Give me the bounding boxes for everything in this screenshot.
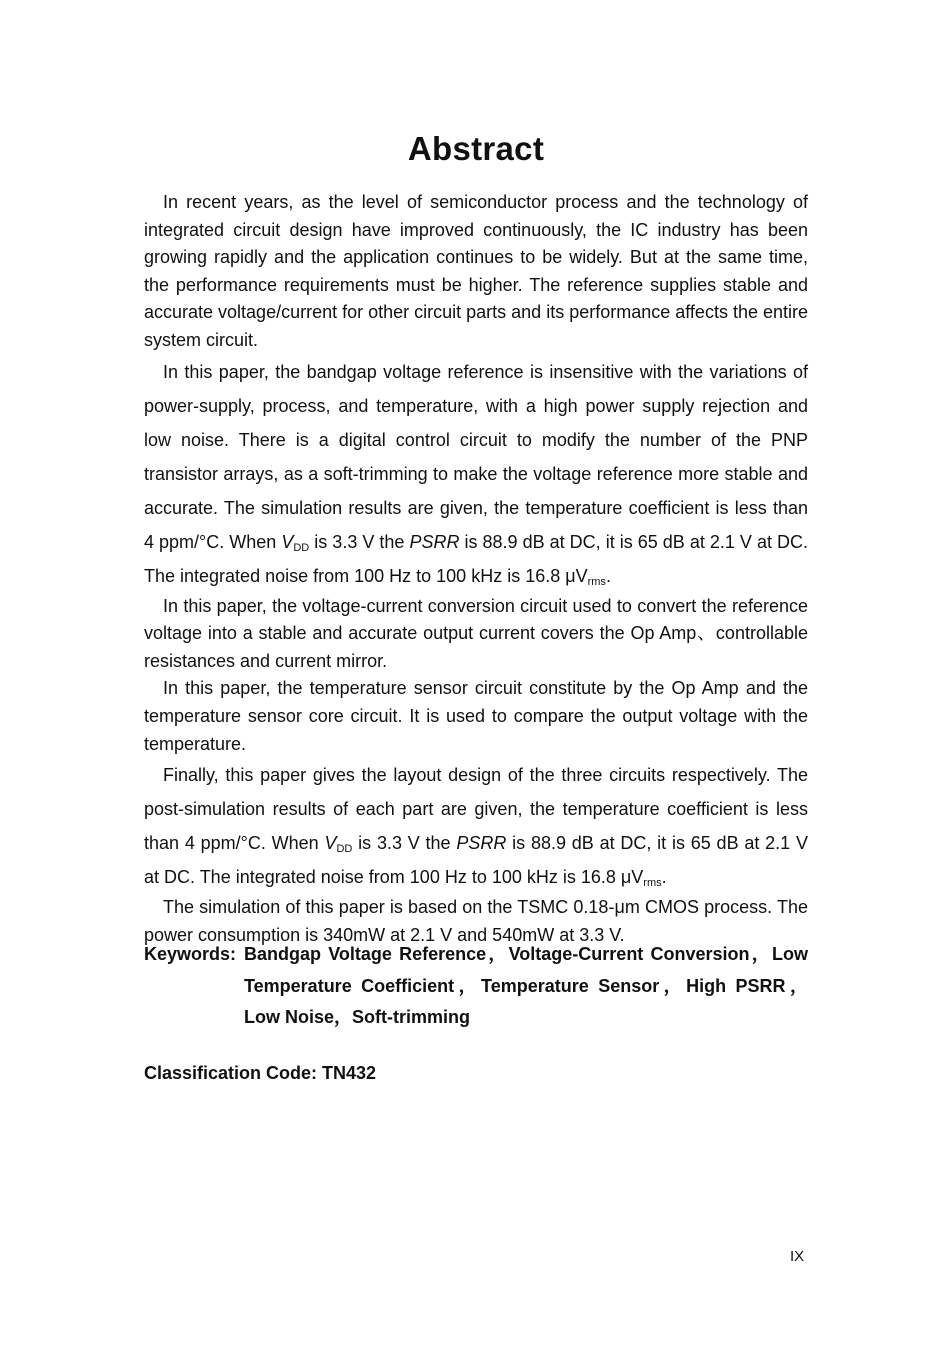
subscript-rms: rms [587,575,606,588]
paragraph-vi-conversion: In this paper, the voltage-current conversion circuit used to convert the reference voltage into a stable and accurate output current covers the Op Amp、controllable resistances and current mirror. [144,595,808,671]
symbol-psrr: PSRR [456,833,507,854]
paragraph-text: . [661,867,667,888]
paragraph-text: Finally, this paper gives the layout design of the three circuits respectively. The post-simulation results of each part are given, the temperature coefficient is less than 4 ppm/°C. When [144,765,808,854]
symbol-v: V [324,833,337,854]
paragraph-process: The simulation of this paper is based on the TSMC 0.18-μm CMOS process. The power consumption is 340mW at 2.1 V and 540mW at 3.3 V. [144,897,808,945]
abstract-body [144,189,808,949]
classification-code: Classification Code: TN432 [144,1063,377,1083]
paragraph-temp-sensor: In this paper, the temperature sensor circuit constitute by the Op Amp and the temperature sensor core circuit. It is used to compare the output voltage with the temperature. [144,678,808,754]
paragraph-text: is 88.9 dB at DC, it is 65 dB at 2.1 V at DC. The integrated noise from 100 Hz to 100 kHz is 16.8 μV [144,833,808,888]
paragraph-bandgap [144,355,808,593]
keywords-block [144,939,808,1034]
paragraph-text: In this paper, the bandgap voltage reference is insensitive with the variations of power-supply, process, and temperature, with a high power supply rejection and low noise. There is a digital control circuit to modify the number of the PNP transistor arrays, as a soft-trimming to make the voltage reference more stable and accurate. The simulation results are given, the temperature coefficient is less than 4 ppm/°C. When [144,361,808,552]
paragraph-text: . [605,565,611,586]
symbol-psrr: PSRR [409,531,460,552]
paragraph-text: is 3.3 V the [352,833,457,854]
page-title: Abstract [407,130,545,167]
page-number: IX [790,1248,805,1265]
keywords-text: Bandgap Voltage Reference，Voltage-Current Conversion，Low Temperature Coefficient，Temperature Sensor，High PSRR，Low Noise，Soft-trimming [244,944,808,1027]
paragraph-text: is 3.3 V the [309,531,410,552]
subscript-dd: DD [293,541,310,554]
subscript-rms: rms [643,877,662,890]
keywords-label: Keywords: [144,944,237,964]
symbol-v: V [281,531,294,552]
paragraph-intro: In recent years, as the level of semiconductor process and the technology of integrated circuit design have improved continuously, the IC industry has been growing rapidly and the application continues to be widely. But at the same time, the performance requirements must be higher. The reference supplies stable and accurate voltage/current for other circuit parts and its performance affects the entire system circuit. [144,192,808,350]
paragraph-layout [144,758,808,894]
subscript-dd: DD [336,843,353,856]
paragraph-text: is 88.9 dB at DC, it is 65 dB at 2.1 V at DC. The integrated noise from 100 Hz to 100 kHz is 16.8 μV [144,531,809,586]
